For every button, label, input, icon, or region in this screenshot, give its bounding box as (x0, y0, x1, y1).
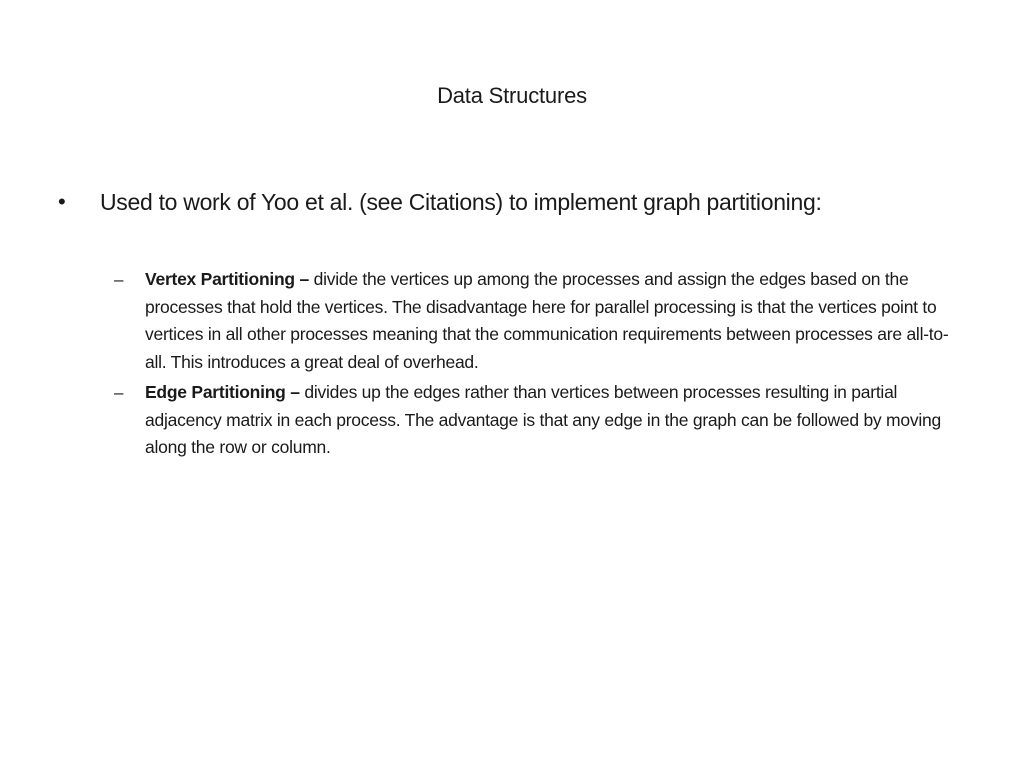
vertex-partitioning-text: divide the vertices up among the processes and assign the edges based on the processes that hold the vertices. The disadvantage here for parallel processing is that the vertices point to vertices in all other processes meaning that the communication requirements between processes are all-to-all. This introduces a great deal of overhead. (145, 269, 949, 372)
sub-bullet-vertex-partitioning (114, 266, 954, 376)
sub-bullet-body (145, 379, 954, 462)
main-bullet-text: Used to work of Yoo et al. (see Citations) to implement graph partitioning: (100, 189, 822, 215)
main-bullet-item (58, 186, 978, 218)
edge-partitioning-text: divides up the edges rather than vertices between processes resulting in partial adjacency matrix in each process. The advantage is that any edge in the graph can be followed by moving along the row or column. (145, 382, 941, 457)
term-edge-partitioning: Edge Partitioning – (145, 382, 300, 402)
bullet-marker: • (58, 189, 66, 214)
dash-marker: – (114, 383, 124, 402)
slide-title: Data Structures (437, 83, 587, 108)
sub-bullet-list (114, 266, 954, 465)
sub-bullet-body (145, 266, 954, 376)
term-vertex-partitioning: Vertex Partitioning – (145, 269, 309, 289)
sub-bullet-edge-partitioning (114, 379, 954, 462)
dash-marker: – (114, 270, 124, 289)
